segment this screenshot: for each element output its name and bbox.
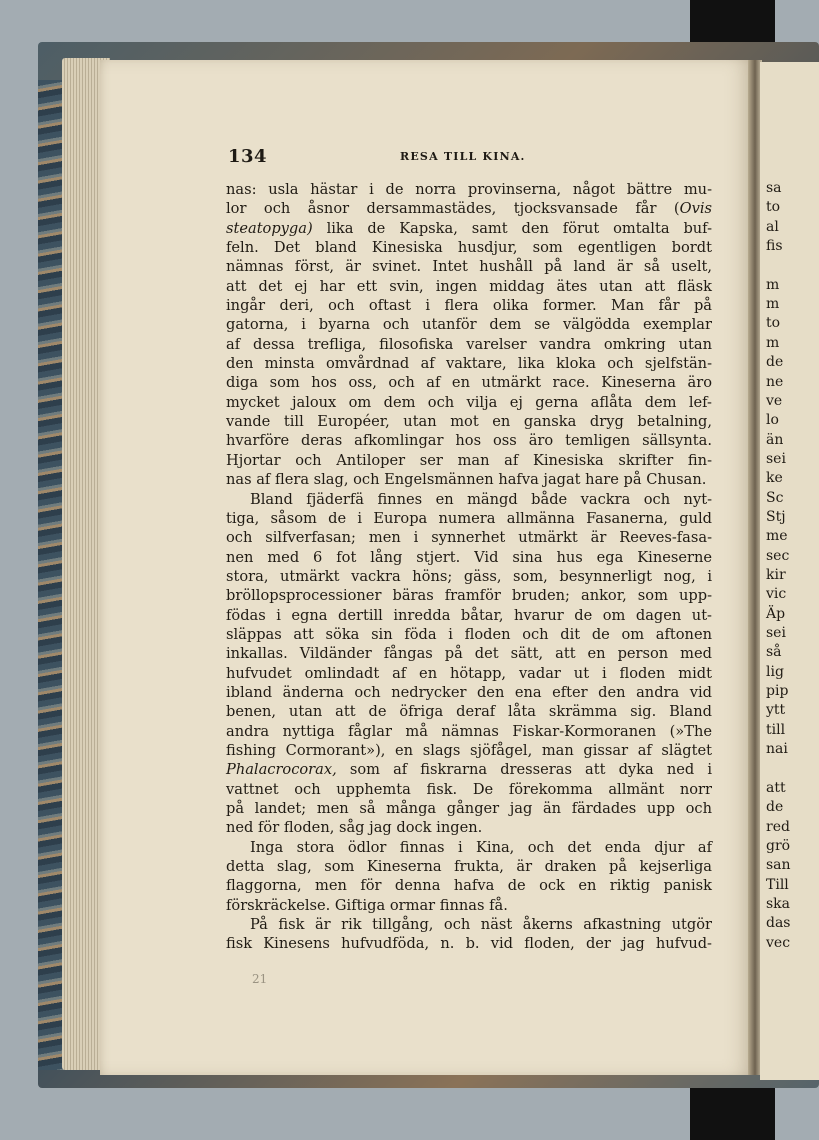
text-line: Hjortar och Antiloper ser man af Kinesiska skrifter fin- [226,451,712,469]
right-page-fragment: san [766,857,791,874]
text-line: nas: usla hästar i de norra provinserna, något bättre mu- [226,181,712,198]
right-page-fragment: das [766,915,791,932]
right-page-fragment: al [766,218,779,235]
right-page-fragment: Sc [766,489,784,506]
text-line: bröllopsprocessioner bäras framför bruden; ankor, som upp- [226,587,712,605]
running-head: RESA TILL KINA. [400,150,526,163]
text-line: nämnas först, är svinet. Intet hushåll på land är så uselt, [226,258,712,276]
right-page-fragment: sei [766,625,786,642]
right-page-fragment: lo [766,412,779,429]
text-line: släppas att söka sin föda i floden och dit de om aftonen [226,625,712,643]
text-line: på landet; men så många gånger jag än färdades upp och [226,800,712,817]
right-page-fragment: grö [766,837,791,854]
right-page-fragment: to [766,315,781,332]
right-page-fragment: sec [766,547,790,564]
text-line: inkallas. Vildänder fångas på det sätt, att en person med [226,645,712,663]
text-line: benen, utan att de öfriga deraf låta skrämma sig. Bland [226,703,712,721]
right-page-fragment: m [766,334,780,351]
text-line: vattnet och upphemta fisk. De förekomma allmänt norr [226,780,712,798]
page-number: 134 [228,146,268,167]
text-line: att det ej har ett svin, ingen middag ätes utan att fläsk [226,277,712,295]
right-page-fragment: red [766,818,790,835]
text-line: Bland fjäderfä finnes en mängd både vackra och nyt- [250,490,712,508]
right-page-fragment: m [766,296,780,313]
right-page-fragment: Till [766,876,789,893]
right-page-fragment: sa [766,180,782,196]
text-line: stora, utmärkt vackra höns; gäss, som, besynnerligt nog, i [226,567,712,585]
right-page-fragment: sei [766,450,786,467]
right-page-fragment: ne [766,373,784,390]
right-page-fragment: att [766,779,786,796]
page-header [228,146,708,168]
right-page-fragment: till [766,721,786,738]
right-page-fragment: vic [766,586,787,603]
text-line: ned för floden, såg jag dock ingen. [226,819,483,837]
right-page [760,62,819,1080]
text-line: vande till Européer, utan mot en ganska dryg betalning, [226,413,712,431]
right-page-fragment: så [766,644,782,661]
text-line: andra nyttiga fåglar må nämnas Fiskar-Kormoranen (»The [226,722,712,740]
text-line: hufvudet omlindadt af en hötapp, vadar ut i floden midt [226,664,712,682]
text-line: diga som hos oss, och af en utmärkt race. Kineserna äro [226,374,712,392]
text-line: flaggorna, men för denna hafva de ock en riktig panisk [226,877,712,895]
right-page-fragment: ke [766,470,783,487]
text-line: Inga stora ödlor finnas i Kina, och det enda djur af [250,838,712,856]
text-line: och silfverfasan; men i synnerhet utmärkt är Reeves-fasa- [226,529,712,547]
right-page-fragment: Äp [766,605,786,622]
text-line: födas i egna dertill inredda båtar, hvarur de om dagen ut- [226,606,712,624]
right-page-fragment: ska [766,895,791,912]
text-line: feln. Det bland Kinesiska husdjur, som egentligen bordt [226,239,712,257]
right-page-fragment: kir [766,567,786,583]
text-line: fishing Cormorant»), en slags sjöfågel, man gissar af slägtet [226,741,712,759]
text-line: steatopyga) lika de Kapska, samt den förut omtalta buf- [226,219,712,237]
signature-mark: 21 [252,972,268,986]
text-line: lor och åsnor dersammastädes, tjocksvansade får (Ovis [226,200,712,218]
right-page-fragment: ve [766,392,783,409]
text-line: mycket jaloux om dem och vilja ej gerna aflåta dem lef- [226,393,712,411]
text-line: gatorna, i byarna och utanför dem se välgödda exemplar [226,316,712,334]
text-line: ibland änderna och nedrycker den ena efter den andra vid [226,683,712,701]
text-line: På fisk är rik tillgång, och näst åkerns afkastning utgör [250,916,712,934]
right-page-fragment: de [766,354,784,371]
text-line: nas af flera slag, och Engelsmännen hafva jagat hare på Chusan. [226,471,707,489]
right-page-fragment: nai [766,741,788,758]
text-line: detta slag, som Kineserna frukta, är draken på kejserliga [226,858,712,876]
text-line: Phalacrocorax, som af fiskrarna dresseras att dyka ned i [226,761,712,779]
body-text [226,180,712,954]
text-line: den minsta omvårdnad af vaktare, lika kloka och sjelfstän- [226,355,712,373]
text-line: tiga, såsom de i Europa numera allmänna Fasanerna, guld [226,509,712,527]
right-page-fragment: fis [766,238,783,255]
right-page-fragment: to [766,199,781,216]
right-page-fragment: de [766,799,784,816]
text-line: hvarföre deras afkomlingar hos oss äro temligen sällsynta. [226,432,712,450]
text-line: ingår deri, och oftast i flera olika former. Man får på [226,297,712,315]
right-page-fragment: pip [766,683,789,700]
right-page-fragment: m [766,276,780,293]
text-line: nen med 6 fot lång stjert. Vid sina hus ega Kineserne [226,548,712,566]
right-page-fragment: Stj [766,508,786,525]
right-page-fragment: me [766,528,788,545]
text-line: fisk Kinesens hufvudföda, n. b. vid floden, der jag hufvud- [226,935,712,953]
text-line: af dessa trefliga, filosofiska varelser vandra omkring utan [226,335,712,353]
right-page-fragment: ytt [766,702,786,719]
right-page-fragment: än [766,431,784,448]
right-page-fragment: lig [766,663,784,680]
right-page-fragment: vec [766,934,791,951]
text-line: förskräckelse. Giftiga ormar finnas få. [226,896,508,914]
